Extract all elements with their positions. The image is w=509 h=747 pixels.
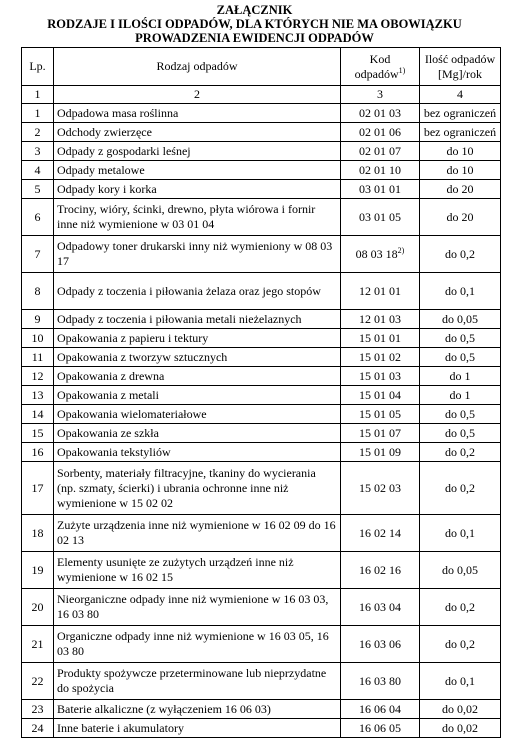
- row-lp: [22, 700, 54, 719]
- row-qty-text: do 0,2: [445, 636, 475, 651]
- row-qty-text: do 10: [446, 143, 474, 158]
- table-row: [22, 405, 501, 424]
- row-code-text: 15 01 04: [359, 387, 401, 402]
- row-lp-text: 6: [34, 209, 41, 224]
- row-lp-text: 4: [34, 162, 41, 177]
- row-kind: [54, 719, 341, 738]
- row-kind-text: Odpady kory i korka: [57, 181, 157, 196]
- header-qty: Ilość odpadów [Mg]/rok: [420, 48, 501, 86]
- row-kind-text: Odpady z toczenia i piłowania żelaza oraz jego stopów: [57, 283, 321, 298]
- row-kind-text: Odpady z gospodarki leśnej: [57, 143, 191, 158]
- row-qty: [420, 663, 501, 700]
- row-qty-text: do 0,02: [442, 701, 478, 716]
- row-lp-text: 16: [31, 444, 44, 459]
- row-code-text: 08 03 18: [355, 246, 398, 261]
- table-row: [22, 626, 501, 663]
- row-qty-text: do 0,1: [445, 525, 475, 540]
- row-code-text: 16 02 14: [359, 525, 401, 540]
- row-qty: [420, 515, 501, 552]
- row-lp-text: 19: [31, 562, 44, 577]
- table-row: [22, 367, 501, 386]
- table-row: [22, 443, 501, 462]
- row-code-text: 02 01 07: [359, 143, 401, 158]
- row-qty-text: bez ograniczeń: [423, 124, 497, 139]
- row-kind: [54, 348, 341, 367]
- row-lp: [22, 367, 54, 386]
- row-qty: [420, 424, 501, 443]
- row-code: [341, 104, 420, 123]
- row-qty-text: do 0,2: [445, 480, 475, 495]
- row-code-text: 16 06 05: [359, 720, 401, 735]
- row-kind-text: Odpadowy toner drukarski inny niż wymieniony w 08 03 17: [57, 239, 333, 268]
- row-qty: [420, 123, 501, 142]
- row-lp-text: 7: [34, 246, 41, 261]
- row-lp: [22, 589, 54, 626]
- row-lp-text: 21: [31, 636, 44, 651]
- row-qty: [420, 273, 501, 310]
- row-lp-text: 14: [31, 406, 44, 421]
- row-lp: [22, 462, 54, 515]
- row-kind-text: Opakowania wielomateriałowe: [57, 406, 207, 421]
- row-kind: [54, 123, 341, 142]
- row-lp-text: 5: [34, 181, 41, 196]
- table-row: [22, 424, 501, 443]
- row-qty: [420, 180, 501, 199]
- row-lp: [22, 405, 54, 424]
- row-kind-text: Elementy usunięte ze zużytych urządzeń inne niż wymienione w 16 02 15: [57, 555, 294, 584]
- header-lp: Lp.: [22, 48, 54, 86]
- row-kind-text: Opakowania z metali: [57, 387, 159, 402]
- table-row: [22, 199, 501, 236]
- row-code-text: 15 01 01: [359, 330, 401, 345]
- row-qty: [420, 700, 501, 719]
- row-kind-text: Sorbenty, materiały filtracyjne, tkaniny do wycierania (np. szmaty, ścierki) i ubrania ochronne inne niż wymienione w 15 02 02: [57, 465, 316, 510]
- row-qty: [420, 405, 501, 424]
- row-code-footnote: 2): [397, 245, 405, 255]
- row-qty-text: do 0,2: [445, 599, 475, 614]
- row-qty: [420, 626, 501, 663]
- row-lp: [22, 348, 54, 367]
- row-code: [341, 161, 420, 180]
- row-code: [341, 329, 420, 348]
- row-code-text: 03 01 05: [359, 209, 401, 224]
- document-title-line-2: PROWADZENIA EWIDENCJI ODPADÓW: [135, 31, 374, 45]
- table-row: [22, 180, 501, 199]
- row-kind: [54, 424, 341, 443]
- table-row: [22, 719, 501, 738]
- row-lp-text: 15: [31, 425, 44, 440]
- table-row: [22, 142, 501, 161]
- row-lp-text: 2: [34, 124, 41, 139]
- row-lp: [22, 515, 54, 552]
- row-kind: [54, 405, 341, 424]
- row-kind-text: Odpadowa masa roślinna: [57, 105, 179, 120]
- row-lp-text: 8: [34, 283, 41, 298]
- row-kind: [54, 236, 341, 273]
- row-code: [341, 273, 420, 310]
- row-code: [341, 515, 420, 552]
- row-qty-text: do 10: [446, 162, 474, 177]
- table-row: [22, 123, 501, 142]
- row-lp-text: 24: [31, 720, 44, 735]
- row-code-text: 12 01 03: [359, 311, 401, 326]
- table-row: [22, 552, 501, 589]
- row-code: [341, 142, 420, 161]
- row-kind-text: Opakowania ze szkła: [57, 425, 159, 440]
- row-lp-text: 12: [31, 368, 44, 383]
- row-qty: [420, 310, 501, 329]
- document-title-line-1: RODZAJE I ILOŚCI ODPADÓW, DLA KTÓRYCH NIE MA OBOWIĄZKU: [47, 17, 462, 31]
- row-qty: [420, 104, 501, 123]
- row-qty: [420, 462, 501, 515]
- row-code: [341, 123, 420, 142]
- table-row: [22, 310, 501, 329]
- column-number-row: [22, 86, 501, 104]
- row-kind-text: Nieorganiczne odpady inne niż wymienione w 16 03 03, 16 03 80: [57, 592, 329, 621]
- table-row: [22, 236, 501, 273]
- row-lp: [22, 310, 54, 329]
- column-number: 3: [341, 86, 420, 104]
- row-qty: [420, 367, 501, 386]
- row-code: [341, 424, 420, 443]
- table-row: [22, 273, 501, 310]
- row-qty-text: do 0,02: [442, 720, 478, 735]
- row-code: [341, 443, 420, 462]
- row-lp-text: 23: [31, 701, 44, 716]
- row-lp-text: 10: [31, 330, 44, 345]
- row-code: [341, 589, 420, 626]
- row-code-text: 15 01 05: [359, 406, 401, 421]
- row-code: [341, 552, 420, 589]
- row-code-text: 02 01 10: [359, 162, 401, 177]
- row-qty: [420, 329, 501, 348]
- table-row: [22, 161, 501, 180]
- row-qty: [420, 443, 501, 462]
- row-lp: [22, 123, 54, 142]
- row-kind-text: Odchody zwierzęce: [57, 124, 152, 139]
- row-kind-text: Trociny, wióry, ścinki, drewno, płyta wiórowa i fornir inne niż wymienione w 03 01 04: [57, 202, 316, 231]
- row-code-text: 16 03 06: [359, 636, 401, 651]
- row-qty: [420, 719, 501, 738]
- row-lp-text: 20: [31, 599, 44, 614]
- row-lp-text: 13: [31, 387, 44, 402]
- row-kind: [54, 161, 341, 180]
- waste-table: [21, 47, 501, 738]
- row-lp: [22, 236, 54, 273]
- row-code: [341, 180, 420, 199]
- table-row: [22, 329, 501, 348]
- header-code: [341, 48, 420, 86]
- row-kind: [54, 199, 341, 236]
- row-lp-text: 18: [31, 525, 44, 540]
- row-lp: [22, 273, 54, 310]
- row-code-text: 16 02 16: [359, 562, 401, 577]
- row-kind-text: Opakowania z drewna: [57, 368, 165, 383]
- row-code: [341, 719, 420, 738]
- row-kind-text: Inne baterie i akumulatory: [57, 720, 184, 735]
- row-qty: [420, 199, 501, 236]
- header-kind: Rodzaj odpadów: [54, 48, 341, 86]
- row-qty-text: do 20: [446, 209, 474, 224]
- row-code: [341, 310, 420, 329]
- annex-label: ZAŁĄCZNIK: [216, 3, 293, 17]
- row-lp: [22, 552, 54, 589]
- table-row: [22, 462, 501, 515]
- row-qty-text: do 0,05: [442, 562, 478, 577]
- table-row: [22, 104, 501, 123]
- column-number: 1: [22, 86, 54, 104]
- row-qty-text: do 0,5: [445, 406, 475, 421]
- row-code: [341, 348, 420, 367]
- row-code-text: 16 03 04: [359, 599, 401, 614]
- row-lp-text: 17: [31, 480, 44, 495]
- row-kind: [54, 663, 341, 700]
- row-qty-text: do 1: [449, 387, 471, 402]
- row-code-text: 02 01 03: [359, 105, 401, 120]
- row-qty-text: bez ograniczeń: [423, 105, 497, 120]
- row-qty: [420, 236, 501, 273]
- row-qty: [420, 552, 501, 589]
- row-code: [341, 367, 420, 386]
- row-code-text: 16 06 04: [359, 701, 401, 716]
- row-lp: [22, 180, 54, 199]
- row-code: [341, 199, 420, 236]
- table-row: [22, 700, 501, 719]
- row-kind: [54, 515, 341, 552]
- row-lp: [22, 142, 54, 161]
- row-lp-text: 22: [31, 673, 44, 688]
- row-kind-text: Baterie alkaliczne (z wyłączeniem 16 06 03): [57, 701, 271, 716]
- row-kind-text: Zużyte urządzenia inne niż wymienione w 16 02 09 do 16 02 13: [57, 518, 336, 547]
- row-qty-text: do 0,05: [442, 311, 478, 326]
- row-qty-text: do 0,1: [445, 283, 475, 298]
- row-code: [341, 236, 420, 273]
- row-qty: [420, 142, 501, 161]
- row-lp-text: 3: [34, 143, 41, 158]
- row-code: [341, 663, 420, 700]
- row-code-text: 15 01 09: [359, 444, 401, 459]
- row-kind: [54, 443, 341, 462]
- row-lp: [22, 424, 54, 443]
- row-qty-text: do 0,5: [445, 425, 475, 440]
- row-qty: [420, 589, 501, 626]
- row-qty: [420, 348, 501, 367]
- row-lp-text: 11: [31, 349, 44, 364]
- row-kind: [54, 589, 341, 626]
- row-kind: [54, 142, 341, 161]
- row-lp: [22, 663, 54, 700]
- row-lp-text: 9: [34, 311, 41, 326]
- row-lp: [22, 161, 54, 180]
- row-lp: [22, 329, 54, 348]
- row-code-text: 15 01 07: [359, 425, 401, 440]
- row-lp: [22, 719, 54, 738]
- table-row: [22, 386, 501, 405]
- row-code-text: 15 02 03: [359, 480, 401, 495]
- row-code-text: 03 01 01: [359, 181, 401, 196]
- header-code-text: Kod odpadów: [354, 51, 399, 81]
- row-code-text: 15 01 03: [359, 368, 401, 383]
- row-kind: [54, 462, 341, 515]
- row-qty-text: do 0,2: [445, 444, 475, 459]
- row-lp: [22, 104, 54, 123]
- row-kind: [54, 310, 341, 329]
- row-code-text: 12 01 01: [359, 283, 401, 298]
- row-kind: [54, 273, 341, 310]
- row-kind-text: Produkty spożywcze przeterminowane lub nieprzydatne do spożycia: [57, 666, 327, 695]
- row-kind: [54, 180, 341, 199]
- row-code: [341, 386, 420, 405]
- row-lp: [22, 443, 54, 462]
- row-kind: [54, 386, 341, 405]
- row-qty-text: do 0,5: [445, 349, 475, 364]
- row-code: [341, 462, 420, 515]
- header-code-footnote: 1): [398, 65, 406, 75]
- row-kind: [54, 104, 341, 123]
- column-number: 2: [54, 86, 341, 104]
- row-kind-text: Odpady z toczenia i piłowania metali nieżelaznych: [57, 311, 302, 326]
- column-number: 4: [420, 86, 501, 104]
- row-code-text: 16 03 80: [359, 673, 401, 688]
- row-lp: [22, 626, 54, 663]
- row-kind-text: Opakowania z tworzyw sztucznych: [57, 349, 228, 364]
- row-code-text: 15 01 02: [359, 349, 401, 364]
- row-kind-text: Opakowania z papieru i tektury: [57, 330, 209, 345]
- row-kind: [54, 700, 341, 719]
- row-lp: [22, 386, 54, 405]
- row-code: [341, 626, 420, 663]
- row-qty-text: do 1: [449, 368, 471, 383]
- table-header-row: [22, 48, 501, 86]
- row-kind: [54, 552, 341, 589]
- row-qty-text: do 0,2: [445, 246, 475, 261]
- table-row: [22, 589, 501, 626]
- row-code: [341, 700, 420, 719]
- row-kind: [54, 367, 341, 386]
- table-row: [22, 663, 501, 700]
- row-lp-text: 1: [34, 105, 41, 120]
- row-code-text: 02 01 06: [359, 124, 401, 139]
- row-qty: [420, 386, 501, 405]
- row-kind-text: Odpady metalowe: [57, 162, 145, 177]
- row-qty-text: do 0,5: [445, 330, 475, 345]
- row-kind: [54, 329, 341, 348]
- row-qty-text: do 20: [446, 181, 474, 196]
- row-kind-text: Organiczne odpady inne niż wymienione w 16 03 05, 16 03 80: [57, 629, 329, 658]
- row-qty: [420, 161, 501, 180]
- row-qty-text: do 0,1: [445, 673, 475, 688]
- row-code: [341, 405, 420, 424]
- row-kind-text: Opakowania tekstyliów: [57, 444, 171, 459]
- table-row: [22, 348, 501, 367]
- table-row: [22, 515, 501, 552]
- row-kind: [54, 626, 341, 663]
- row-lp: [22, 199, 54, 236]
